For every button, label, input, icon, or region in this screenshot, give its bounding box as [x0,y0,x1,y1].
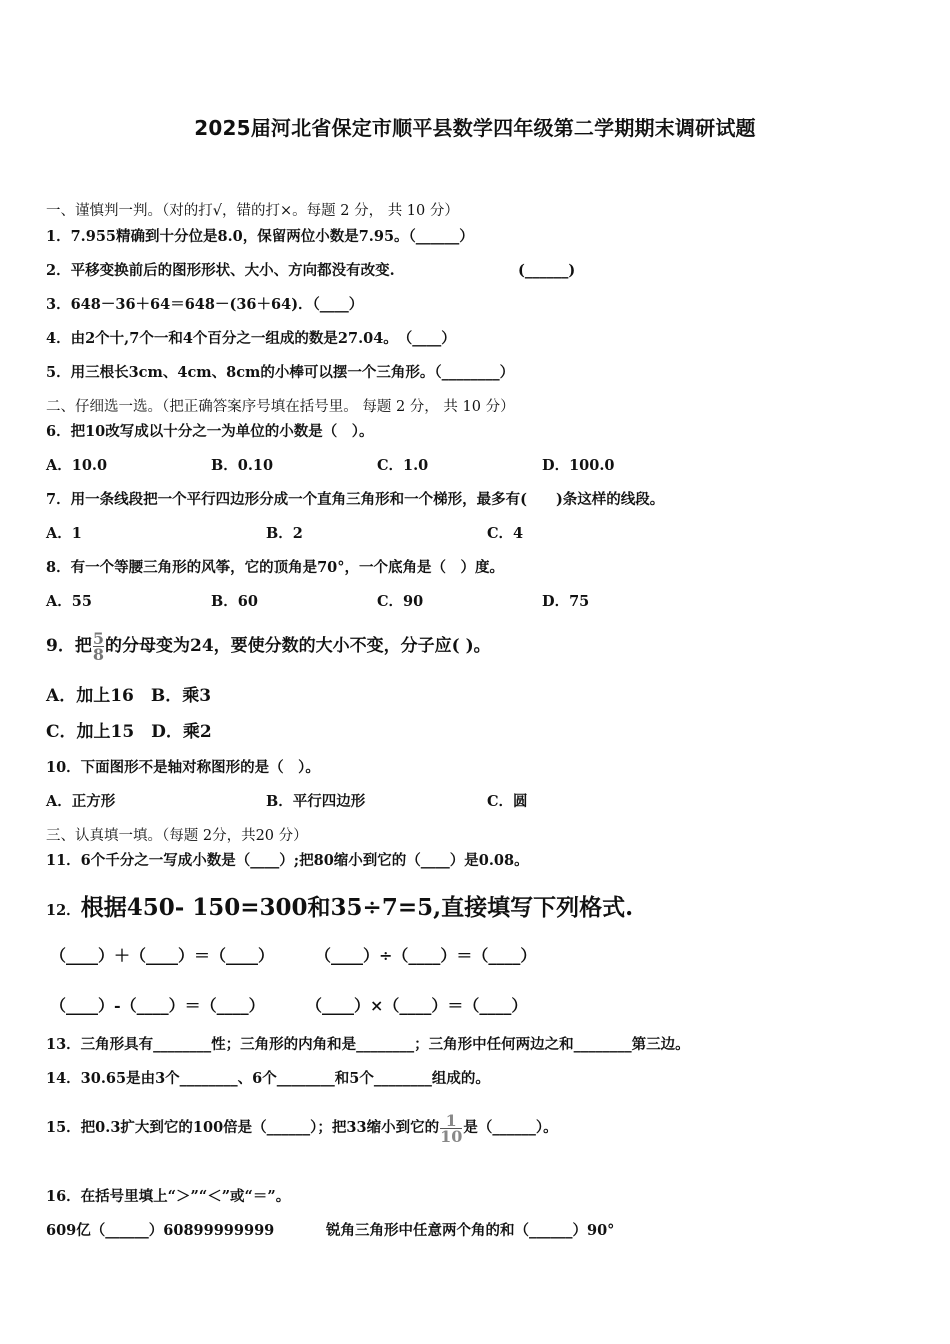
q12-row-1-right: （____）÷（____）＝（____） [315,946,537,965]
question-7: 7．用一条线段把一个平行四边形分成一个直角三角形和一个梯形，最多有( )条这样的线段。 [46,491,665,508]
question-16: 16．在括号里填上“＞”“＜”或“＝”。 [46,1188,291,1205]
q7-option-a: A．1 [46,525,82,542]
section-3-heading: 三、认真填一填。（每题 2分，共20 分） [46,828,308,844]
q9-prefix: 9．把 [46,636,92,656]
q15-prefix: 15．把0.3扩大到它的100倍是（______）；把33缩小到它的 [46,1119,440,1136]
question-4: 4．由2个十,7个一和4个百分之一组成的数是27.04。 （____） [46,330,456,347]
q12-text: 根据450- 150=300和35÷7=5,直接填写下列格式. [80,894,634,921]
q9-options-row-2: C．加上15 D．乘2 [46,722,212,742]
q10-option-c: C．圆 [487,793,528,810]
q15-fraction [440,1110,463,1146]
q7-option-c: C．4 [487,525,524,542]
question-9 [46,622,491,670]
question-2-blank: (______) [518,262,576,279]
question-8: 8．有一个等腰三角形的风筝，它的顶角是70°，一个底角是（ ）度。 [46,559,505,576]
question-12 [46,893,633,926]
section-2-heading: 二、仔细选一选。（把正确答案序号填在括号里。 每题 2 分， 共 10 分） [46,399,515,415]
question-14: 14．30.65是由3个________、6个________和5个________组成的。 [46,1070,490,1087]
question-10: 10．下面图形不是轴对称图形的是（ ）。 [46,759,320,776]
question-3: 3．648－36＋64＝648－(36＋64)．（____） [46,296,364,313]
q16-part-b: 锐角三角形中任意两个角的和（______）90° [326,1222,615,1239]
q12-row-2-right: （____）×（____）＝（____） [306,996,528,1015]
question-5: 5．用三根长3cm、4cm、8cm的小棒可以摆一个三角形。（________） [46,364,515,381]
q10-option-b: B．平行四边形 [266,793,366,810]
q6-option-b: B．0.10 [211,457,274,474]
question-6: 6．把10改写成以十分之一为单位的小数是（ ）。 [46,423,374,440]
question-11: 11．6个千分之一写成小数是（____）;把80缩小到它的（____）是0.08。 [46,852,529,869]
q8-option-a: A．55 [46,593,92,610]
q9-fraction-denominator: 8 [92,645,104,664]
q12-number: 12． [46,902,81,919]
q8-option-c: C．90 [377,593,424,610]
q6-option-d: D．100.0 [542,457,615,474]
q15-fraction-denominator: 10 [440,1126,463,1146]
q8-option-d: D．75 [542,593,590,610]
q6-option-a: A．10.0 [46,457,108,474]
q12-row-1-left: （____）＋（____）＝（____） [50,946,275,965]
q15-suffix: 是（______）。 [463,1119,558,1136]
q8-option-b: B．60 [211,593,258,610]
q16-part-a: 609亿（______）60899999999 [46,1222,275,1239]
q9-suffix: 的分母变为24，要使分数的大小不变，分子应( )。 [104,636,491,656]
q9-fraction-numerator: 5 [92,629,104,648]
question-13: 13．三角形具有________性；三角形的内角和是________；三角形中任何两边之和________第三边。 [46,1036,690,1053]
q10-option-a: A．正方形 [46,793,116,810]
q6-option-c: C．1.0 [377,457,429,474]
question-1: 1．7.955精确到十分位是8.0，保留两位小数是7.95。（______） [46,228,474,245]
q9-options-row-1: A．加上16 B．乘3 [46,686,212,706]
q7-option-b: B．2 [266,525,303,542]
page-title: 2025届河北省保定市顺平县数学四年级第二学期期末调研试题 [194,116,756,140]
question-2: 2．平移变换前后的图形形状、大小、方向都没有改变. [46,262,395,279]
q15-fraction-numerator: 1 [440,1113,462,1129]
q9-fraction [93,631,104,662]
q12-row-2-left: （____）-（____）＝（____） [50,996,265,1015]
section-1-heading: 一、谨慎判一判。（对的打√，错的打×。每题 2 分， 共 10 分） [46,203,459,219]
question-15 [46,1104,558,1152]
